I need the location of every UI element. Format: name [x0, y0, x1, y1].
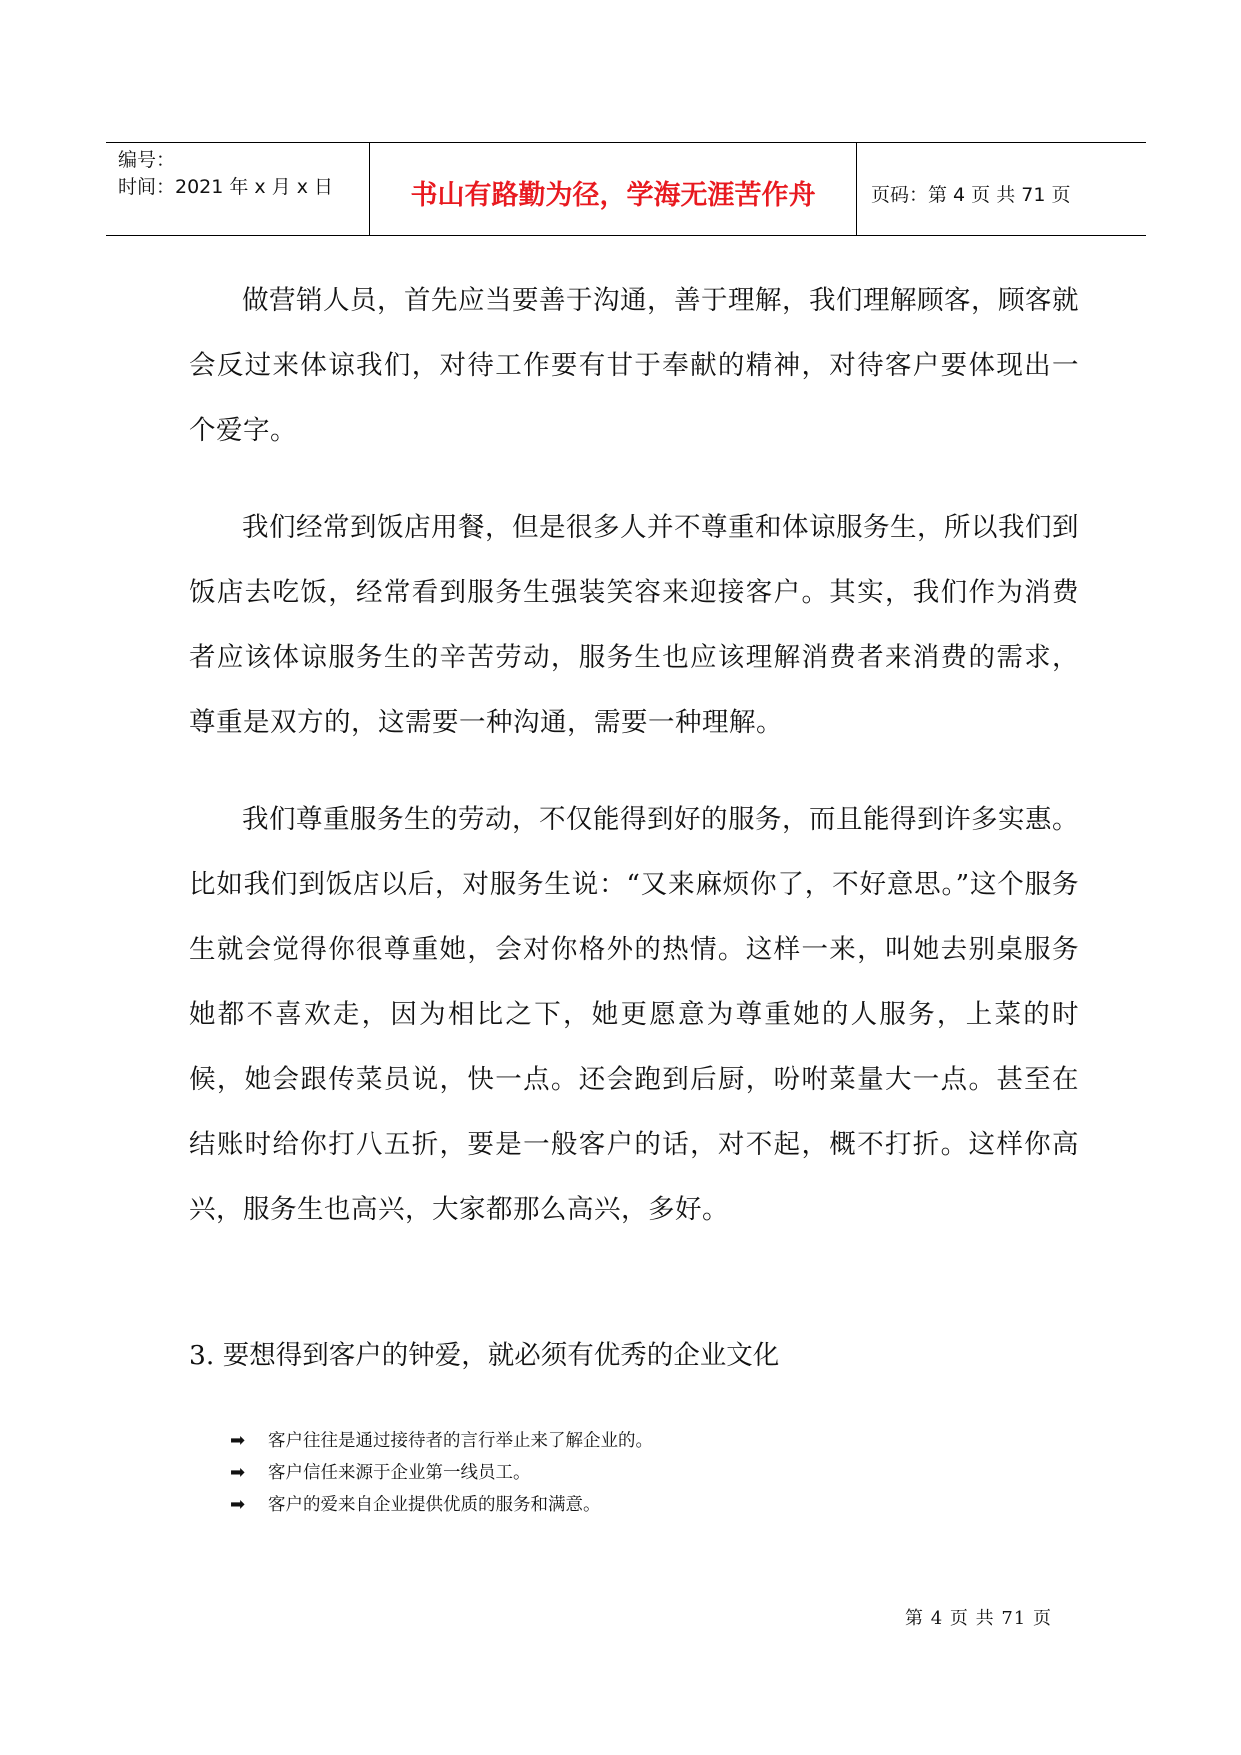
body-content: [189, 268, 1079, 1242]
list-item-text: 客户的爱来自企业提供优质的服务和满意。: [268, 1495, 601, 1515]
list-item: [230, 1425, 653, 1457]
arrow-right-icon: ➡: [230, 1430, 246, 1451]
serial-number-label: 编号：: [118, 149, 176, 171]
paragraph-3: 我们尊重服务生的劳动，不仅能得到好的服务，而且能得到许多实惠。比如我们到饭店以后，对服务生说：“又来麻烦你了，不好意思。”这个服务生就会觉得你很尊重她，会对你格外的热情。这样一来，叫她去别桌服务她都不喜欢走，因为相比之下，她更愿意为尊重她的人服务，上菜的时候，她会跟传菜员说，快一点。还会跑到后厨，吩咐菜量大一点。甚至在结账时给你打八五折，要是一般客户的话，对不起，概不打折。这样你高兴，服务生也高兴，大家都那么高兴，多好。: [189, 804, 1079, 1225]
list-item: [230, 1457, 653, 1489]
paragraph-2: 我们经常到饭店用餐，但是很多人并不尊重和体谅服务生，所以我们到饭店去吃饭，经常看到服务生强装笑容来迎接客户。其实，我们作为消费者应该体谅服务生的辛苦劳动，服务生也应该理解消费者来消费的需求，尊重是双方的，这需要一种沟通，需要一种理解。: [189, 512, 1079, 738]
list-item: [230, 1489, 653, 1521]
bullet-list: [230, 1425, 653, 1521]
list-item-text: 客户往往是通过接待者的言行举止来了解企业的。: [268, 1431, 653, 1451]
arrow-right-icon: ➡: [230, 1494, 246, 1515]
section-heading: 3. 要想得到客户的钟爱，就必须有优秀的企业文化: [189, 1340, 780, 1371]
arrow-right-icon: ➡: [230, 1462, 246, 1483]
list-item-text: 客户信任来源于企业第一线员工。: [268, 1463, 531, 1483]
header-page-info: 页码：第 4 页 共 71 页: [871, 183, 1071, 206]
header-meta-cell: [106, 143, 370, 235]
paragraph-1: 做营销人员，首先应当要善于沟通，善于理解，我们理解顾客，顾客就会反过来体谅我们，对待工作要有甘于奉献的精神，对待客户要体现出一个爱字。: [189, 285, 1079, 446]
page-header: [106, 142, 1146, 236]
header-motto: 书山有路勤为径，学海无涯苦作舟: [370, 143, 857, 235]
date-label: 时间：2021 年 x 月 x 日: [118, 176, 334, 198]
page-footer: 第 4 页 共 71 页: [905, 1608, 1052, 1629]
